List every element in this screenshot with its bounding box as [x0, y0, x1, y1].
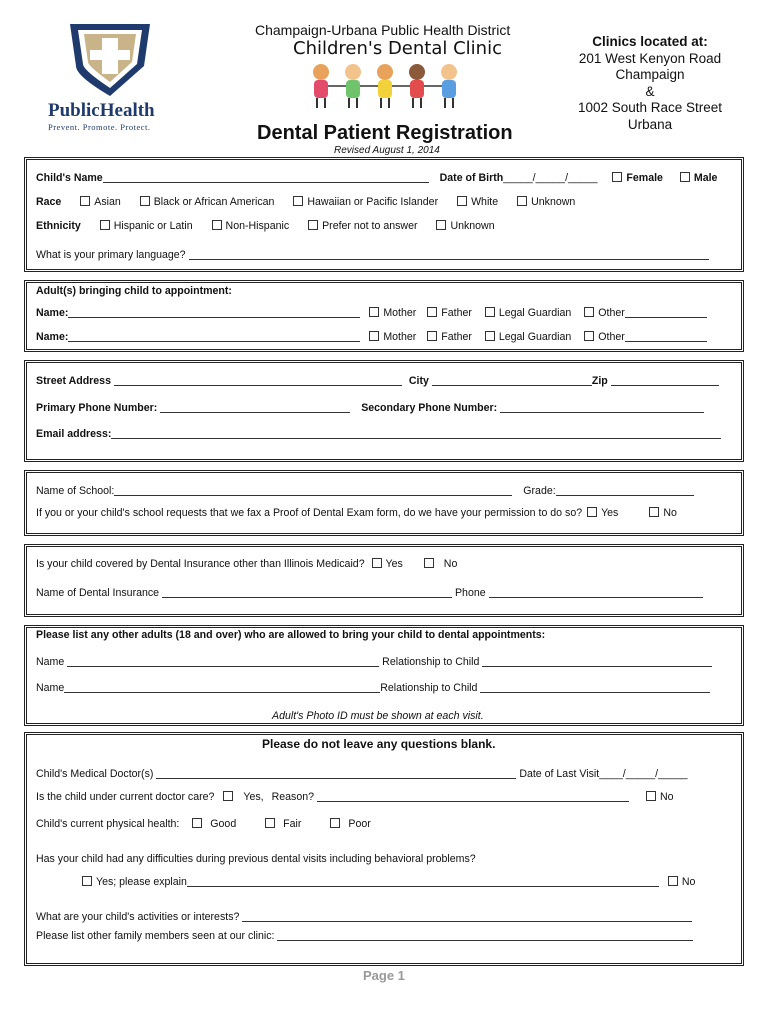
doctor-label: Child's Medical Doctor(s) [36, 768, 154, 780]
care-yes-label: Yes, [243, 791, 264, 803]
ethnicity-checkbox[interactable] [308, 220, 318, 230]
difficulty-yes-label: Yes; please explain [96, 876, 187, 888]
ethnicity-checkbox[interactable] [436, 220, 446, 230]
clinic-address-1: 201 West Kenyon Road [578, 50, 722, 66]
clinic-ampersand: & [645, 83, 655, 99]
language-field[interactable] [189, 249, 709, 260]
other-adult-name-field[interactable] [64, 682, 380, 693]
relation-checkbox[interactable] [427, 307, 437, 317]
race-checkbox[interactable] [293, 196, 303, 206]
doctor-care-row [36, 791, 673, 803]
section-insurance [24, 544, 744, 617]
school-row [36, 485, 694, 497]
insurance-no-label: No [443, 558, 458, 570]
race-option: Unknown [531, 196, 576, 208]
female-checkbox[interactable] [612, 172, 622, 182]
difficulty-no-label: No [681, 876, 696, 888]
race-checkbox[interactable] [517, 196, 527, 206]
ethnicity-option: Non-Hispanic [225, 220, 290, 232]
relationship-field[interactable] [480, 682, 710, 693]
insurance-name-label: Name of Dental Insurance [36, 587, 160, 599]
zip-label: Zip [591, 375, 608, 387]
relation-option: Other [598, 331, 625, 343]
race-row [36, 196, 575, 208]
other-adult-name-field[interactable] [67, 656, 379, 667]
insurance-no-checkbox[interactable] [424, 558, 434, 568]
ethnicity-label: Ethnicity [36, 220, 81, 232]
page-title: Dental Patient Registration [257, 122, 513, 144]
fax-row [36, 507, 677, 519]
section-school [24, 470, 744, 536]
relation-checkbox[interactable] [369, 331, 379, 341]
insurance-yes-label: Yes [385, 558, 403, 570]
relation-option: Other [598, 307, 625, 319]
insurance-covered-row [36, 558, 457, 570]
primary-phone-field[interactable] [160, 402, 350, 413]
other-adults-heading: Please list any other adults (18 and over) who are allowed to bring your child to dental appointments: [36, 629, 546, 641]
race-option: Hawaiian or Pacific Islander [307, 196, 439, 208]
race-checkbox[interactable] [140, 196, 150, 206]
school-label: Name of School: [36, 485, 115, 497]
race-option: Asian [94, 196, 121, 208]
doctor-field[interactable] [156, 768, 516, 779]
care-yes-checkbox[interactable] [223, 791, 233, 801]
health-option: Fair [283, 818, 302, 830]
other-adult-name-label: Name [36, 682, 65, 694]
ethnicity-option: Prefer not to answer [322, 220, 418, 232]
primary-phone-label: Primary Phone Number: [36, 402, 158, 414]
ethnicity-row [36, 220, 495, 232]
relation-checkbox[interactable] [584, 331, 594, 341]
other-field[interactable] [625, 307, 707, 318]
family-field[interactable] [277, 930, 693, 941]
email-row [36, 428, 721, 440]
child-figure-icon [313, 64, 457, 108]
fax-yes-label: Yes [601, 507, 619, 519]
logo-tagline: Prevent. Promote. Protect. [48, 122, 151, 132]
children-illustration [305, 60, 465, 110]
ethnicity-checkbox[interactable] [212, 220, 222, 230]
relation-checkbox[interactable] [485, 307, 495, 317]
logo-brand: PublicHealth [48, 100, 155, 121]
fax-yes-checkbox[interactable] [587, 507, 597, 517]
health-row [36, 818, 371, 830]
relation-option: Mother [383, 307, 417, 319]
last-visit-field[interactable]: ____/_____/_____ [599, 768, 688, 780]
family-label: Please list other family members seen at our clinic: [36, 930, 275, 942]
adult-row [36, 331, 707, 343]
page-number: Page 1 [363, 968, 405, 983]
other-adult-row [36, 682, 710, 694]
relation-checkbox[interactable] [427, 331, 437, 341]
health-checkbox[interactable] [330, 818, 340, 828]
race-checkbox[interactable] [457, 196, 467, 206]
adult-name-label: Name: [36, 331, 69, 343]
ethnicity-checkbox[interactable] [100, 220, 110, 230]
revised-date: Revised August 1, 2014 [334, 145, 440, 156]
fax-no-label: No [663, 507, 677, 519]
relation-option: Father [441, 307, 472, 319]
clinics-heading: Clinics located at: [592, 34, 708, 49]
clinic-address-2: 1002 South Race Street [577, 100, 723, 115]
race-option: Black or African American [153, 196, 275, 208]
district-name: Champaign-Urbana Public Health District [255, 22, 511, 38]
other-adult-name-label: Name [36, 656, 65, 668]
email-label: Email address: [36, 428, 112, 440]
address-row [36, 375, 719, 387]
adults-heading: Adult(s) bringing child to appointment: [36, 285, 232, 297]
clinic-locations [560, 34, 740, 133]
fax-no-checkbox[interactable] [649, 507, 659, 517]
explain-field[interactable] [187, 876, 659, 887]
language-label: What is your primary language? [36, 249, 186, 261]
relationship-label: Relationship to Child [382, 656, 480, 668]
relation-checkbox[interactable] [485, 331, 495, 341]
race-label: Race [36, 196, 62, 208]
phone-row [36, 402, 704, 414]
secondary-phone-field[interactable] [500, 402, 704, 413]
grade-field[interactable] [556, 485, 694, 496]
dob-label: Date of Birth [439, 172, 504, 184]
health-checkbox[interactable] [265, 818, 275, 828]
insurance-yes-checkbox[interactable] [372, 558, 382, 568]
insurance-phone-label: Phone [454, 587, 486, 599]
male-label: Male [693, 172, 718, 184]
relation-option: Father [441, 331, 472, 343]
relationship-label: Relationship to Child [380, 682, 478, 694]
adult-name-field[interactable] [68, 307, 360, 318]
adult-row [36, 307, 707, 319]
photo-id-note: Adult's Photo ID must be shown at each visit. [272, 710, 484, 722]
difficulty-yes-checkbox[interactable] [82, 876, 92, 886]
health-checkbox[interactable] [192, 818, 202, 828]
fax-question: If you or your child's school requests that we fax a Proof of Dental Exam form, do we have your permission to do so? [36, 507, 583, 519]
health-label: Child's current physical health: [36, 818, 180, 830]
childs-name-field[interactable] [103, 172, 429, 183]
city-field[interactable] [432, 375, 592, 386]
ethnicity-option: Unknown [450, 220, 495, 232]
reason-label: Reason? [271, 791, 315, 803]
other-field[interactable] [625, 331, 707, 342]
dob-field[interactable]: _____/_____/_____ [503, 172, 598, 184]
clinic-city-1: Champaign [615, 67, 685, 82]
medical-heading: Please do not leave any questions blank. [262, 737, 496, 751]
relation-checkbox[interactable] [584, 307, 594, 317]
insurance-name-field[interactable] [162, 587, 452, 598]
reason-field[interactable] [317, 791, 629, 802]
insurance-phone-field[interactable] [489, 587, 703, 598]
ethnicity-option: Hispanic or Latin [113, 220, 193, 232]
activities-row [36, 911, 692, 923]
race-checkbox[interactable] [80, 196, 90, 206]
childs-name-row [36, 172, 717, 184]
relationship-field[interactable] [482, 656, 712, 667]
activities-label: What are your child's activities or interests? [36, 911, 240, 923]
grade-label: Grade: [523, 485, 556, 497]
family-row [36, 930, 693, 942]
health-option: Poor [348, 818, 371, 830]
secondary-phone-label: Secondary Phone Number: [361, 402, 498, 414]
care-no-label: No [659, 791, 674, 803]
city-label: City [408, 375, 429, 387]
clinic-city-2: Urbana [627, 116, 673, 132]
race-option: White [471, 196, 499, 208]
email-field[interactable] [111, 428, 721, 439]
street-label: Street Address [36, 375, 111, 387]
activities-field[interactable] [242, 911, 692, 922]
relation-checkbox[interactable] [369, 307, 379, 317]
difficulty-row [80, 876, 695, 888]
childs-name-label: Child's Name [36, 172, 103, 184]
female-label: Female [626, 172, 663, 184]
adult-name-label: Name: [36, 307, 69, 319]
insurance-question: Is your child covered by Dental Insurance other than Illinois Medicaid? [36, 558, 365, 570]
male-checkbox[interactable] [680, 172, 690, 182]
logo [40, 18, 180, 133]
street-field[interactable] [114, 375, 402, 386]
relation-option: Mother [383, 331, 417, 343]
language-row [36, 249, 709, 261]
relation-option: Legal Guardian [498, 331, 572, 343]
relation-option: Legal Guardian [498, 307, 572, 319]
difficulty-question: Has your child had any difficulties during previous dental visits including behavioral problems? [36, 853, 476, 865]
last-visit-label: Date of Last Visit [519, 768, 600, 780]
insurance-name-row [36, 587, 703, 599]
care-no-checkbox[interactable] [646, 791, 656, 801]
adult-name-field[interactable] [68, 331, 360, 342]
doctor-row [36, 768, 688, 780]
shield-icon [40, 18, 180, 98]
other-adult-row [36, 656, 712, 668]
health-option: Good [210, 818, 237, 830]
zip-field[interactable] [611, 375, 719, 386]
clinic-name: Children's Dental Clinic [293, 38, 502, 59]
difficulty-no-checkbox[interactable] [668, 876, 678, 886]
school-field[interactable] [114, 485, 512, 496]
doctor-care-question: Is the child under current doctor care? [36, 791, 215, 803]
